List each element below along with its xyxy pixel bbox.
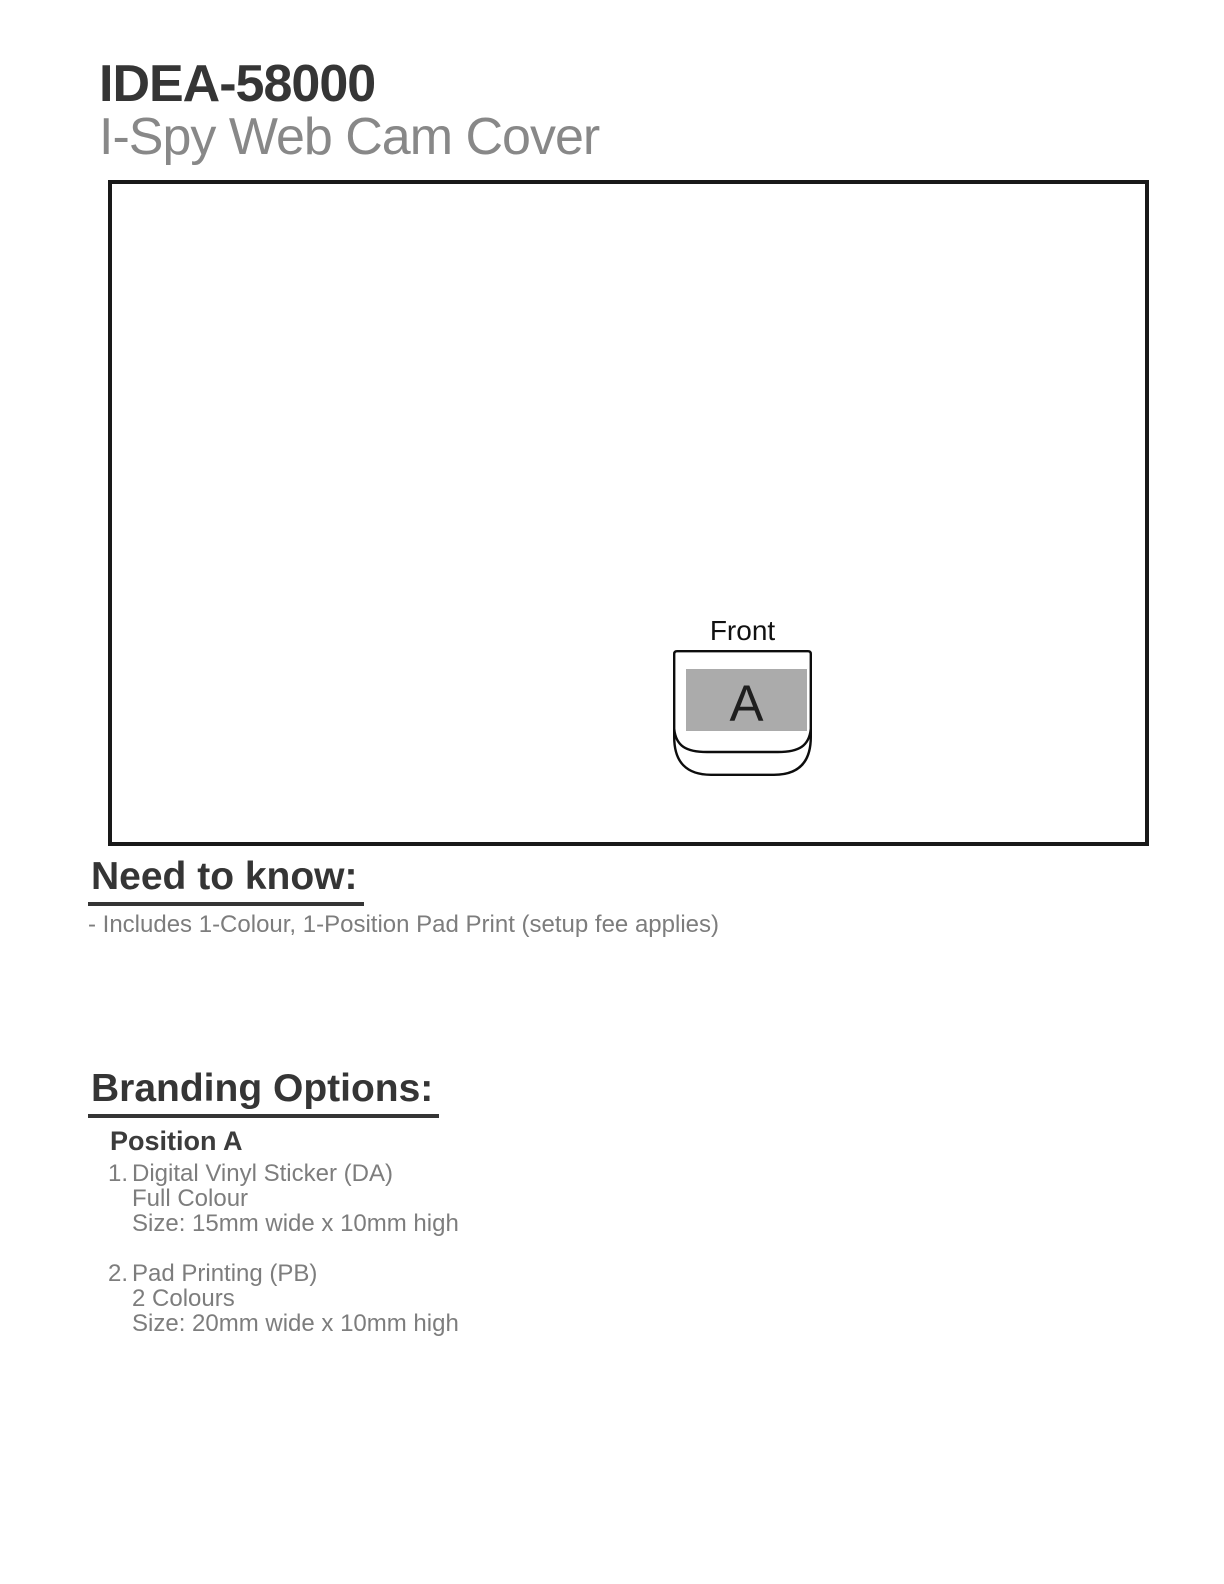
branding-option-2: [108, 1261, 459, 1336]
product-code-title: IDEA-58000: [99, 55, 376, 113]
option-size: Size: 20mm wide x 10mm high: [132, 1310, 459, 1337]
option-size: Size: 15mm wide x 10mm high: [132, 1210, 459, 1237]
product-name-subtitle: I-Spy Web Cam Cover: [99, 108, 600, 166]
branding-option-1: [108, 1161, 459, 1236]
need-to-know-note: - Includes 1-Colour, 1-Position Pad Print (setup fee applies): [88, 911, 719, 938]
option-number: 2.: [108, 1260, 129, 1287]
position-a-title: Position A: [110, 1126, 243, 1156]
option-method: Digital Vinyl Sticker (DA): [132, 1160, 393, 1187]
branding-options-list: [108, 1161, 459, 1336]
option-number: 1.: [108, 1160, 129, 1187]
option-method: Pad Printing (PB): [132, 1260, 318, 1287]
front-view-label: Front: [709, 615, 776, 646]
option-colours: 2 Colours: [132, 1285, 235, 1312]
branding-options-heading: Branding Options:: [88, 1069, 439, 1118]
product-diagram-box: [108, 180, 1149, 846]
need-to-know-heading: Need to know:: [88, 857, 364, 906]
position-a-marker: A: [729, 675, 764, 732]
webcam-cover-diagram: [673, 650, 812, 776]
option-colours: Full Colour: [132, 1185, 249, 1212]
